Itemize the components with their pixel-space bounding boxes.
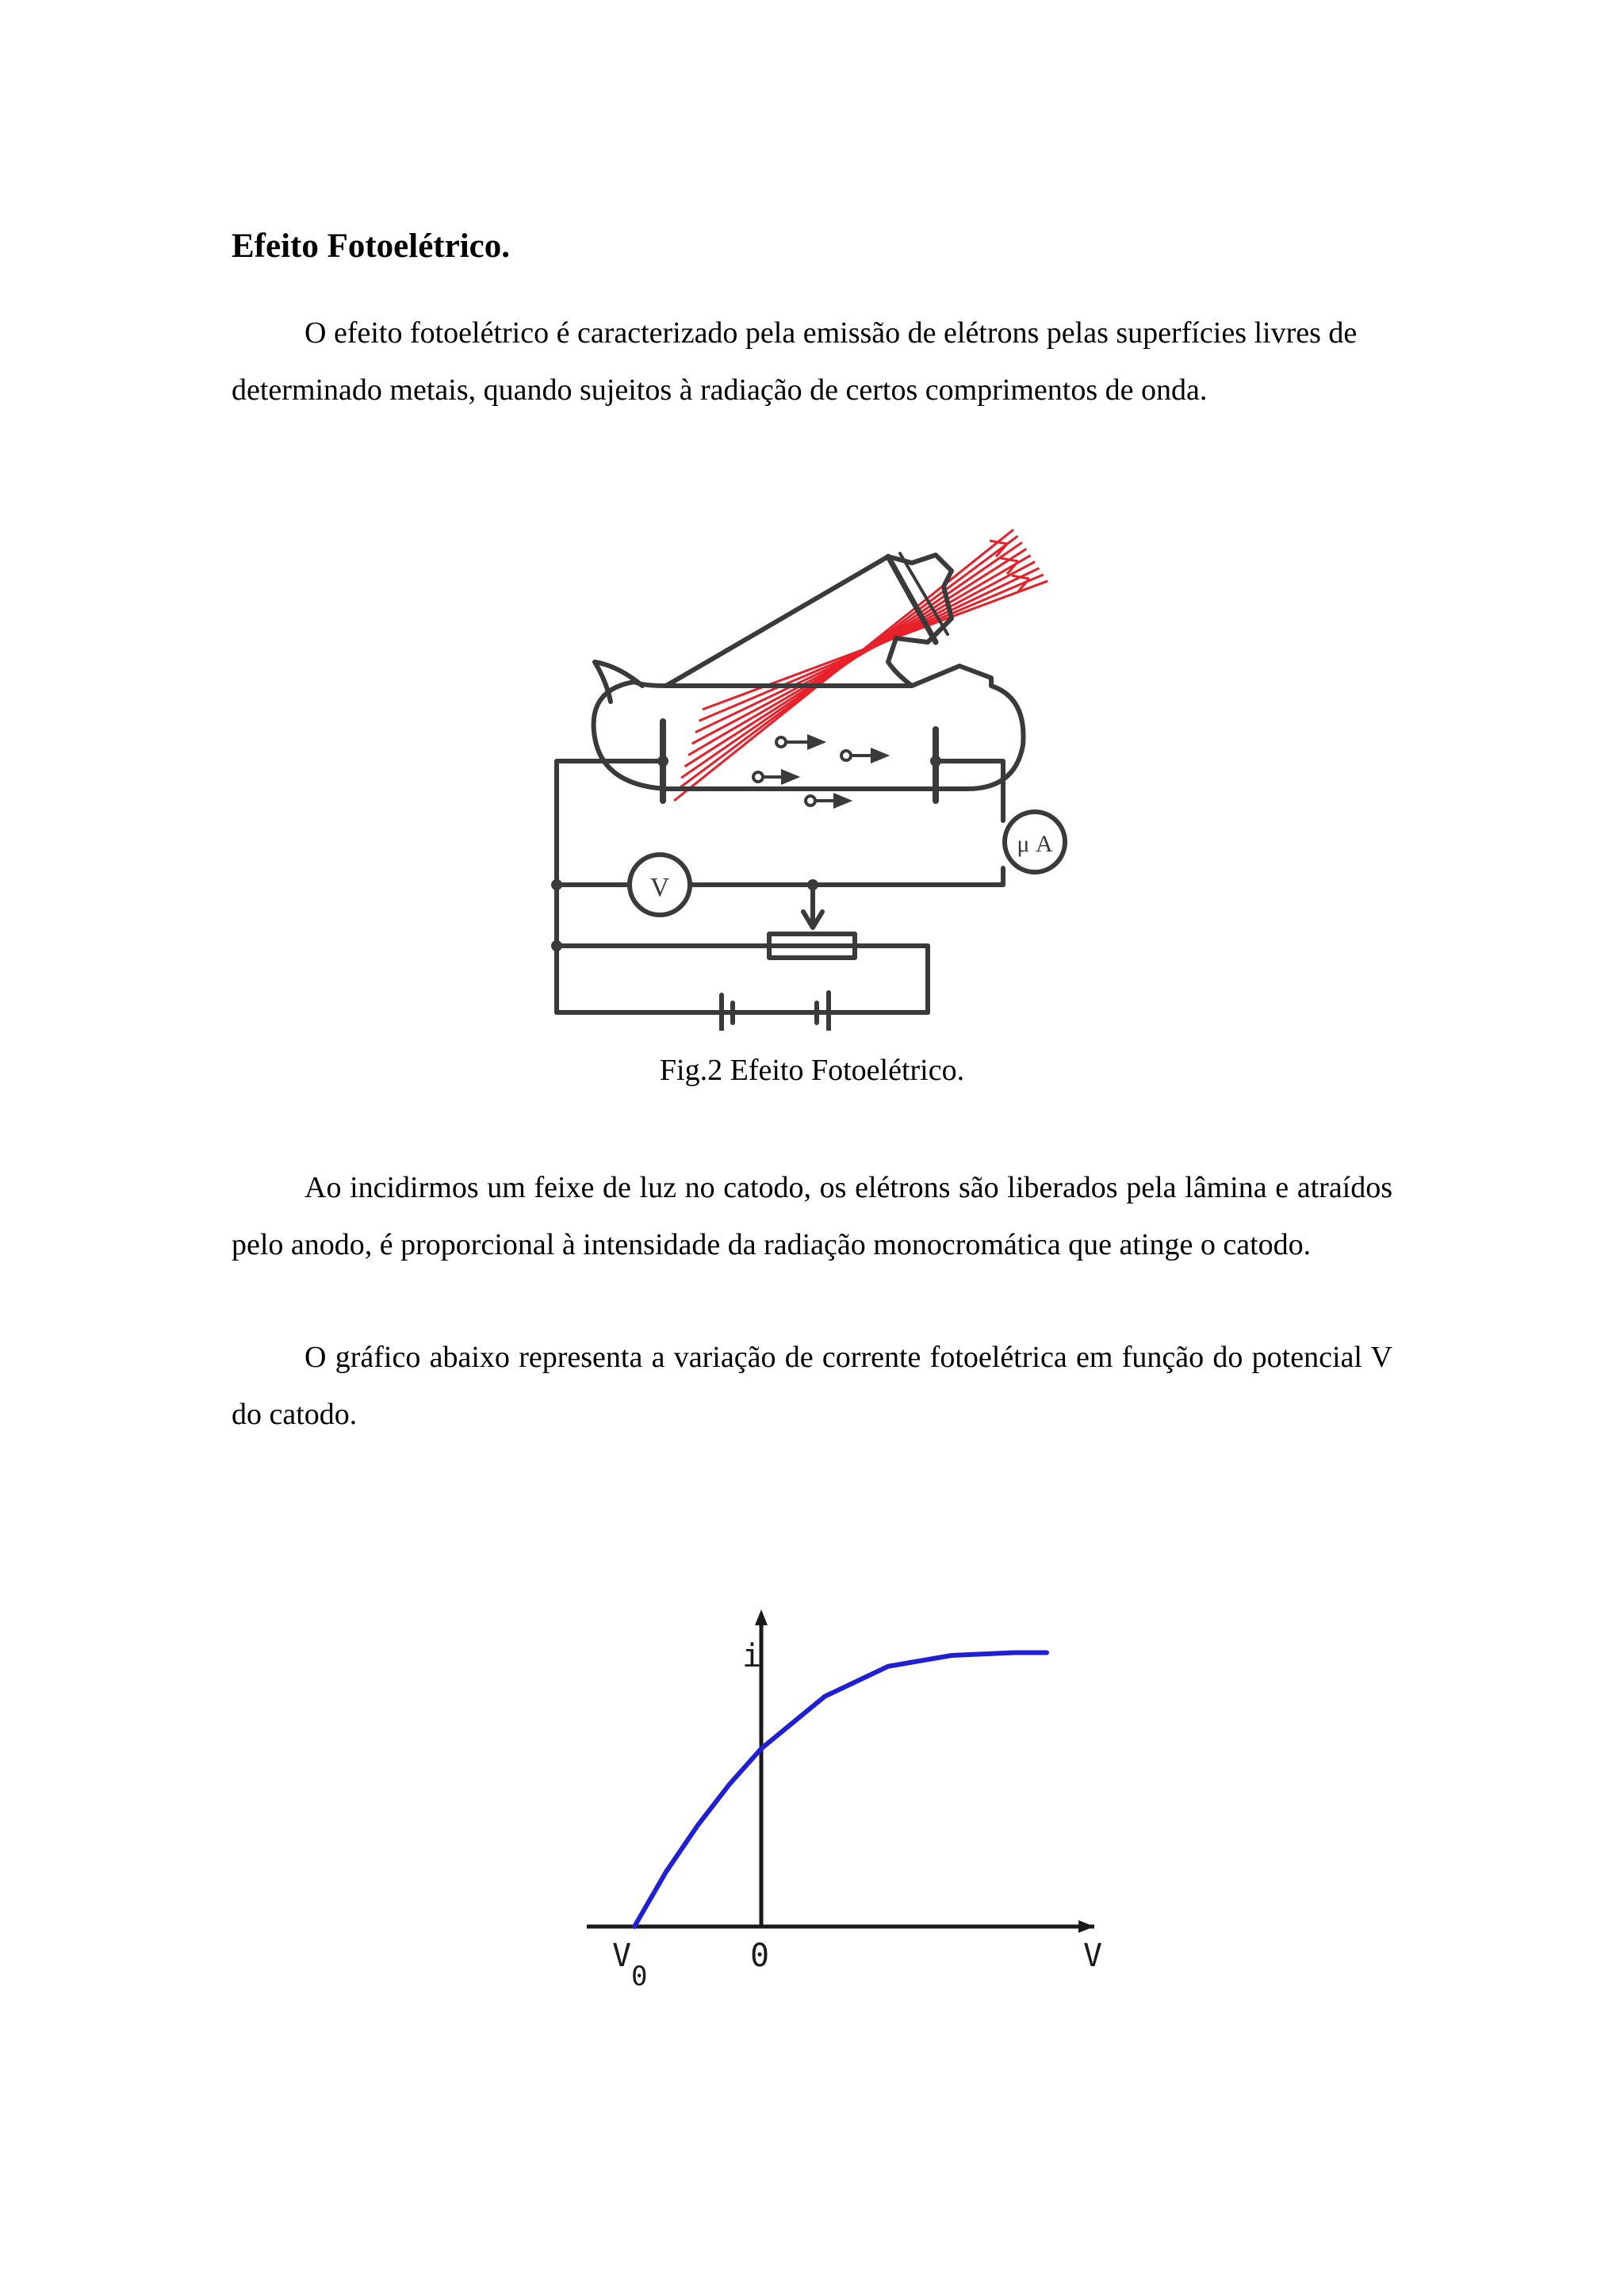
x-tick-v0-subscript: 0: [631, 1961, 648, 1992]
photocurrent-chart: [555, 1594, 1126, 2022]
voltmeter-label: V: [649, 873, 670, 902]
rheostat-wiper: [803, 885, 822, 928]
ammeter-label: μ A: [1017, 831, 1053, 857]
x-tick-v0-label: V: [612, 1938, 632, 1974]
x-axis-label: V: [1083, 1938, 1103, 1974]
electrons: [753, 737, 886, 806]
y-axis-arrow: [755, 1609, 768, 1625]
ammeter: [1005, 812, 1065, 872]
x-axis-arrow: [1078, 1920, 1094, 1933]
origin-label: 0: [750, 1938, 770, 1974]
paragraph-graph-intro-text: O gráfico abaixo representa a variação de corrente fotoelétrica em função do potencial V do catodo.: [232, 1341, 1392, 1431]
figure-caption: Fig.2 Efeito Fotoelétrico.: [659, 1054, 965, 1087]
photoelectric-apparatus-diagram: [539, 507, 1094, 1031]
paragraph-intro: [232, 304, 1392, 419]
voltmeter: [630, 855, 690, 915]
paragraph-graph-intro: [232, 1329, 1392, 1443]
vacuum-tube-envelope: [594, 666, 1024, 789]
paragraph-light: [232, 1159, 1392, 1273]
circuit-wire-right: [813, 761, 1003, 912]
paragraph-intro-text: O efeito fotoelétrico é caracterizado pela emissão de elétrons pelas superfícies livres de determinado metais, quando sujeitos à radiação de certos comprimentos de onda.: [232, 316, 1358, 407]
y-axis-label: i: [742, 1638, 762, 1674]
section-heading: Efeito Fotoelétrico.: [232, 228, 510, 265]
paragraph-light-text: Ao incidirmos um feixe de luz no catodo, os elétrons são liberados pela lâmina e atraídos pelo anodo, é proporcional à intensidade da radiação monocromática que atinge o catodo.: [232, 1171, 1392, 1261]
photocurrent-curve: [634, 1653, 1047, 1927]
